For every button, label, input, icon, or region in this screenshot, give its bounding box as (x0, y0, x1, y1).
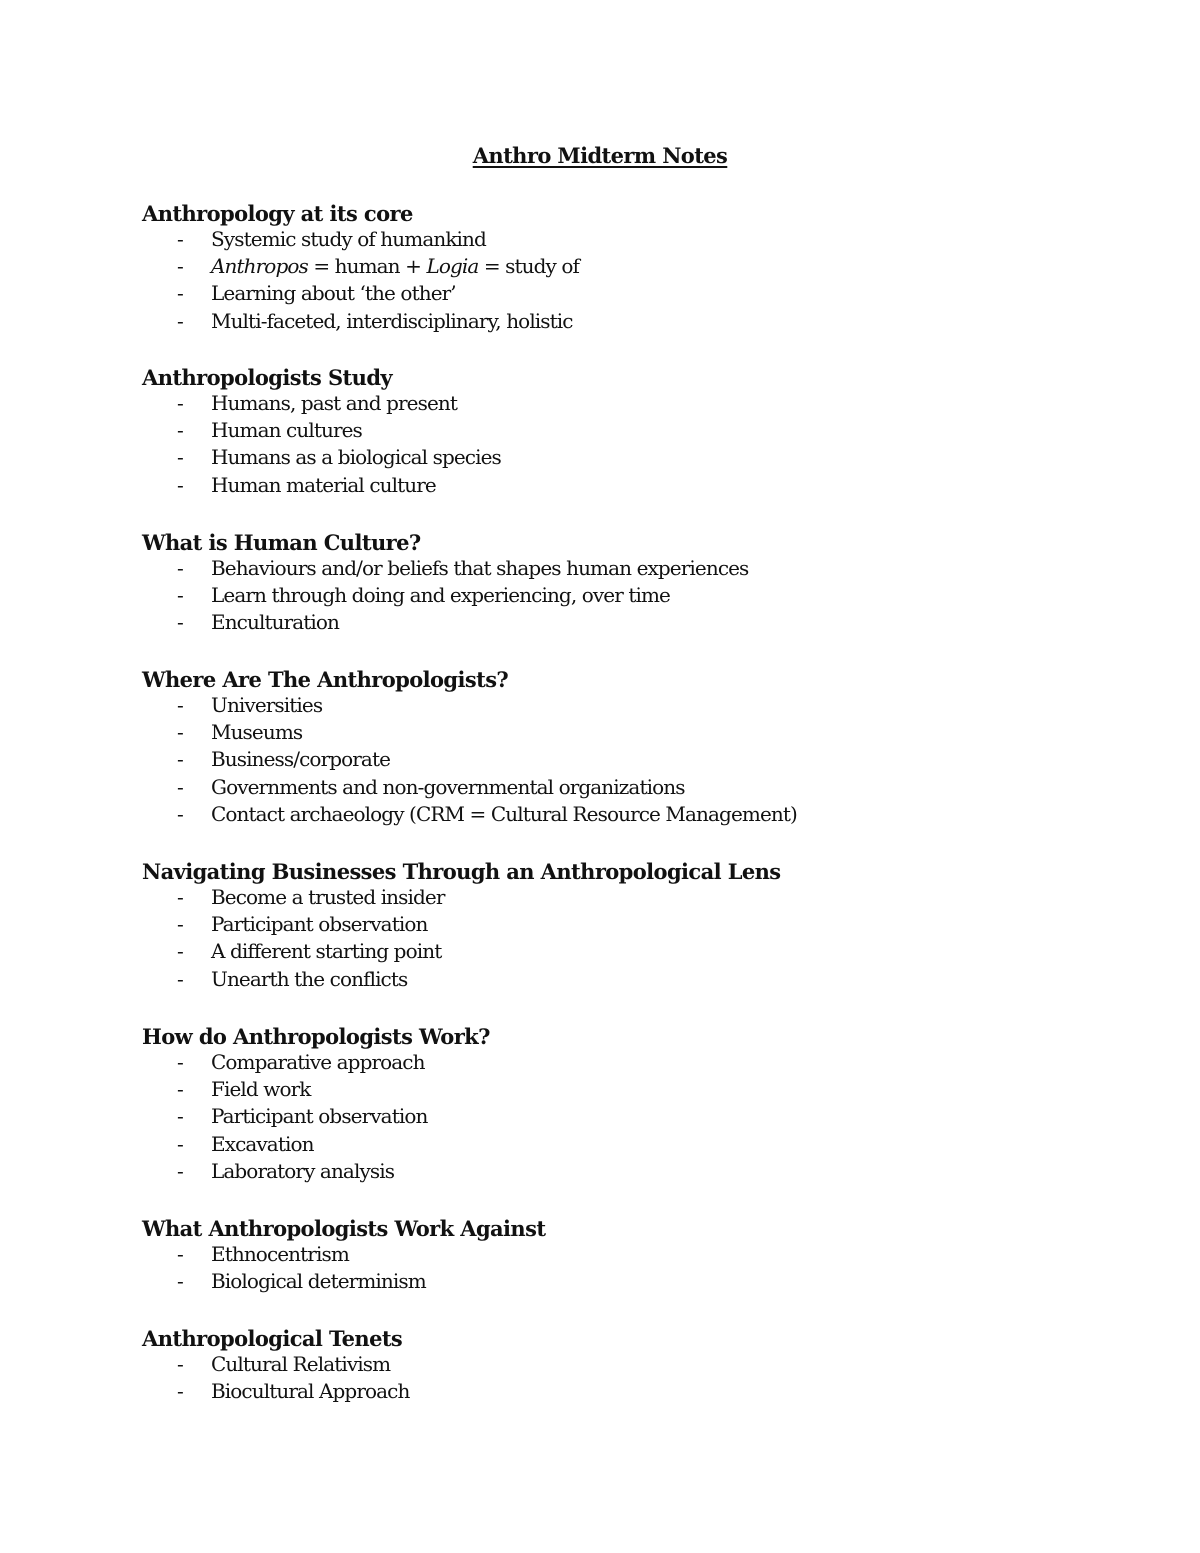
list-item-text: Cultural Relativism (211, 1352, 391, 1376)
bullet-dash: - (177, 720, 183, 745)
section-human-culture (142, 528, 1102, 637)
section-heading: Where Are The Anthropologists? (142, 667, 509, 692)
section-work-against (142, 1214, 1102, 1295)
section-anthropologists-study (142, 363, 1102, 499)
list-item-text: Participant observation (211, 1104, 428, 1129)
list-item (142, 938, 1102, 965)
bullet-dash: - (177, 939, 183, 964)
bullet-dash: - (177, 1242, 183, 1266)
section-how-anthropologists-work (142, 1022, 1102, 1185)
italic-term: Logia (426, 254, 479, 279)
list-item-text: Excavation (211, 1131, 314, 1156)
list-item (142, 1158, 1102, 1185)
section-heading: Anthropology at its core (142, 201, 413, 226)
section-anthropological-tenets (142, 1324, 1102, 1405)
list-item (142, 390, 1102, 417)
bullet-dash: - (177, 254, 183, 279)
section-heading: Navigating Businesses Through an Anthropological Lens (142, 859, 781, 884)
list-item-text: Unearth the conflicts (211, 966, 408, 991)
list-item (142, 911, 1102, 938)
bullet-dash: - (177, 610, 183, 635)
list-item (142, 609, 1102, 636)
list-item-text: Humans as a biological species (211, 445, 501, 470)
bullet-dash: - (177, 583, 183, 608)
list-item (142, 884, 1102, 911)
list-item (142, 280, 1102, 307)
list-item (142, 253, 1102, 280)
bullet-dash: - (177, 281, 183, 306)
list-item-text: Human cultures (211, 418, 362, 443)
list-item (142, 582, 1102, 609)
section-heading: Anthropologists Study (142, 365, 393, 390)
section-heading: Anthropological Tenets (142, 1326, 403, 1351)
list-item-text: Become a trusted insider (211, 885, 445, 909)
italic-term: Anthropos (211, 254, 308, 279)
list-item (142, 1076, 1102, 1103)
bullet-list (142, 390, 1102, 499)
list-item-text (211, 254, 579, 278)
bullet-dash: - (177, 227, 183, 251)
list-item-text: Biocultural Approach (211, 1379, 410, 1404)
section-anthropology-core (142, 199, 1102, 335)
list-item-text-part: = human + (307, 254, 427, 279)
list-item (142, 226, 1102, 253)
bullet-dash: - (177, 747, 183, 772)
list-item-text: Governments and non-governmental organizations (211, 774, 685, 799)
list-item-text: Comparative approach (211, 1050, 425, 1074)
bullet-dash: - (177, 693, 183, 717)
list-item (142, 1241, 1102, 1268)
document-title: Anthro Midterm Notes (472, 143, 728, 168)
bullet-dash: - (177, 1158, 183, 1183)
list-item (142, 774, 1102, 801)
list-item (142, 444, 1102, 471)
bullet-dash: - (177, 1269, 183, 1294)
list-item-text: Participant observation (211, 912, 428, 937)
section-where-anthropologists (142, 665, 1102, 828)
list-item-text: Biological determinism (211, 1269, 426, 1294)
list-item-text: Behaviours and/or beliefs that shapes human experiences (211, 556, 749, 580)
list-item (142, 1378, 1102, 1405)
bullet-dash: - (177, 556, 183, 580)
bullet-dash: - (177, 966, 183, 991)
bullet-list (142, 1351, 1102, 1405)
list-item (142, 746, 1102, 773)
list-item-text: Enculturation (211, 610, 340, 635)
list-item (142, 1103, 1102, 1130)
bullet-dash: - (177, 1131, 183, 1156)
bullet-dash: - (177, 1077, 183, 1102)
bullet-list (142, 692, 1102, 828)
list-item (142, 555, 1102, 582)
bullet-list (142, 1241, 1102, 1295)
bullet-dash: - (177, 912, 183, 937)
list-item-text: Field work (211, 1077, 311, 1102)
bullet-dash: - (177, 1352, 183, 1376)
bullet-dash: - (177, 445, 183, 470)
list-item-text: Systemic study of humankind (211, 227, 486, 251)
list-item-text: Museums (211, 720, 303, 745)
bullet-dash: - (177, 308, 183, 333)
bullet-list (142, 555, 1102, 637)
list-item (142, 1268, 1102, 1295)
bullet-dash: - (177, 885, 183, 909)
list-item (142, 417, 1102, 444)
list-item (142, 472, 1102, 499)
bullet-list (142, 884, 1102, 993)
list-item (142, 1351, 1102, 1378)
list-item (142, 1131, 1102, 1158)
bullet-dash: - (177, 391, 183, 415)
bullet-dash: - (177, 801, 183, 826)
bullet-dash: - (177, 1050, 183, 1074)
list-item-text: Universities (211, 693, 323, 717)
bullet-list (142, 226, 1102, 335)
list-item-text-part: = study of (478, 254, 580, 279)
list-item-text: Learn through doing and experiencing, over time (211, 583, 670, 608)
list-item-text: Multi-faceted, interdisciplinary, holistic (211, 308, 573, 333)
bullet-dash: - (177, 1379, 183, 1404)
list-item-text: Learning about ‘the other’ (211, 281, 456, 306)
list-item (142, 308, 1102, 335)
list-item-text: Contact archaeology (CRM = Cultural Resource Management) (211, 801, 797, 826)
bullet-dash: - (177, 1104, 183, 1129)
list-item (142, 801, 1102, 828)
section-heading: What Anthropologists Work Against (142, 1216, 546, 1241)
list-item (142, 1049, 1102, 1076)
list-item-text: Humans, past and present (211, 391, 458, 415)
bullet-dash: - (177, 418, 183, 443)
bullet-dash: - (177, 774, 183, 799)
list-item (142, 719, 1102, 746)
list-item-text: A different starting point (211, 939, 442, 964)
section-navigating-businesses (142, 857, 1102, 993)
bullet-dash: - (177, 472, 183, 497)
list-item-text: Human material culture (211, 472, 436, 497)
bullet-list (142, 1049, 1102, 1185)
list-item (142, 966, 1102, 993)
section-heading: What is Human Culture? (142, 530, 421, 555)
list-item-text: Ethnocentrism (211, 1242, 349, 1266)
list-item-text: Laboratory analysis (211, 1158, 395, 1183)
list-item-text: Business/corporate (211, 747, 391, 772)
list-item (142, 692, 1102, 719)
section-heading: How do Anthropologists Work? (142, 1024, 490, 1049)
